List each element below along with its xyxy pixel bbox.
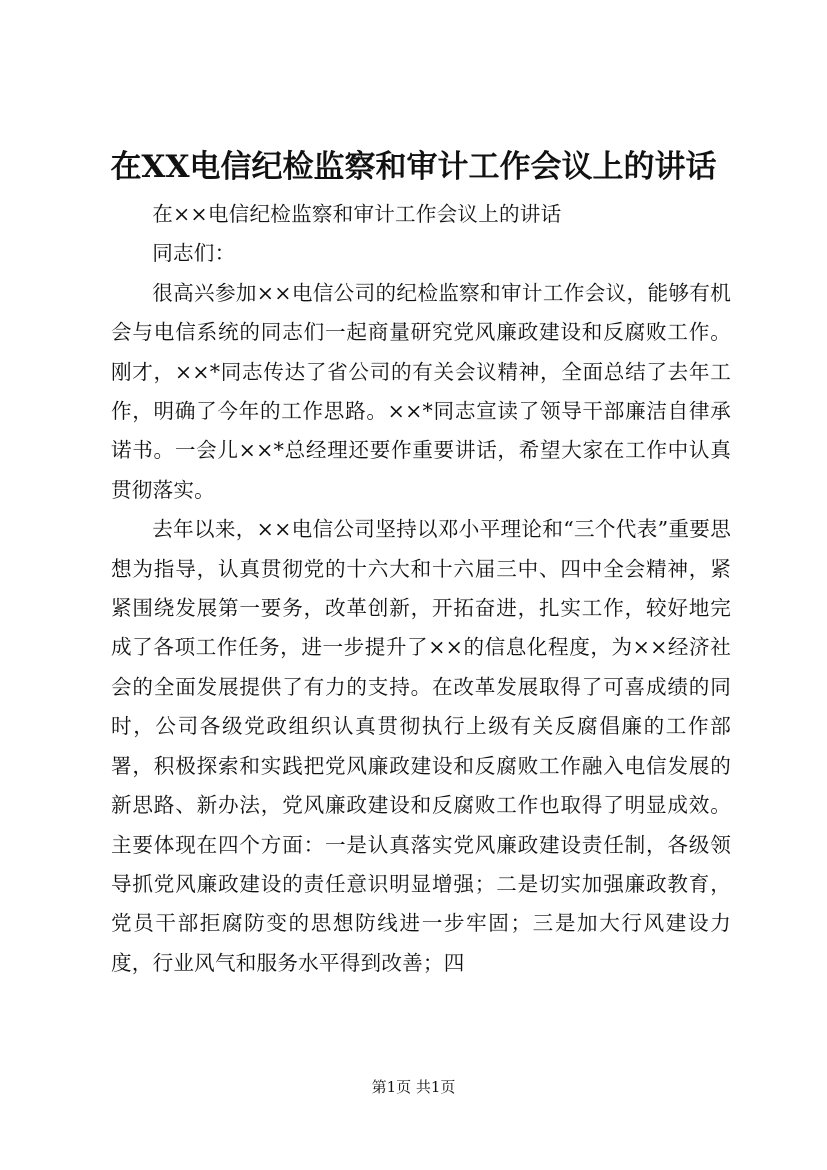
document-body: [111, 195, 731, 983]
body-paragraph: 很高兴参加××电信公司的纪检监察和审计工作会议，能够有机会与电信系统的同志们一起商量研究党风廉政建设和反腐败工作。刚才，××*同志传达了省公司的有关会议精神，全面总结了去年工作，明确了今年的工作思路。××*同志宣读了领导干部廉洁自律承诺书。一会儿××*总经理还要作重要讲话，希望大家在工作中认真贯彻落实。: [111, 280, 731, 502]
body-paragraph: 去年以来，××电信公司坚持以邓小平理论和“三个代表”重要思想为指导，认真贯彻党的十六大和十六届三中、四中全会精神，紧紧围绕发展第一要务，改革创新，开拓奋进，扎实工作，较好地完成了各项工作任务，进一步提升了××的信息化程度，为××经济社会的全面发展提供了有力的支持。在改革发展取得了可喜成绩的同时，公司各级党政组织认真贯彻执行上级有关反腐倡廉的工作部署，积极探索和实践把党风廉政建设和反腐败工作融入电信发展的新思路、新办法，党风廉政建设和反腐败工作也取得了明显成效。主要体现在四个方面：一是认真落实党风廉政建设责任制，各级领导抓党风廉政建设的责任意识明显增强；二是切实加强廉政教育，党员干部拒腐防变的思想防线进一步牢固；三是加大行风建设力度，行业风气和服务水平得到改善；四: [111, 517, 731, 975]
subtitle-paragraph: 在××电信纪检监察和审计工作会议上的讲话: [152, 202, 562, 226]
salutation-paragraph: 同志们：: [152, 241, 236, 266]
page-number-footer: 第1页 共1页: [371, 1078, 456, 1096]
document-title: 在XX电信纪检监察和审计工作会议上的讲话: [110, 149, 717, 185]
